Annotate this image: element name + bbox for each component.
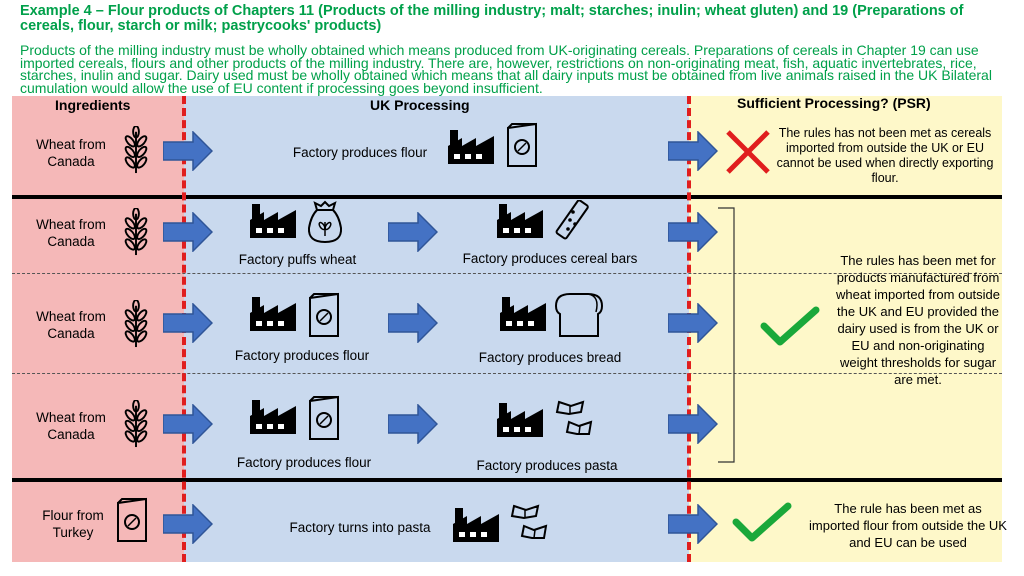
pasta-icon xyxy=(510,502,550,542)
factory-icon xyxy=(250,400,296,434)
wheat-icon xyxy=(121,400,151,448)
arrow-right-icon xyxy=(388,404,438,444)
arrow-right-icon xyxy=(668,131,718,171)
factory-icon xyxy=(453,508,499,542)
flour-bag-icon xyxy=(307,395,341,441)
wheat-icon xyxy=(121,208,151,256)
cereal-bar-icon xyxy=(553,200,593,240)
arrow-right-icon xyxy=(388,303,438,343)
arrow-right-icon xyxy=(388,212,438,252)
ingredient-label: Wheat from Canada xyxy=(36,309,106,341)
wheat-icon xyxy=(121,126,151,174)
factory-icon xyxy=(448,130,494,164)
arrow-right-icon xyxy=(668,212,718,252)
bread-icon xyxy=(552,292,604,338)
psr-result-fail: The rules has not been met as cereals imported from outside the UK or EU cannot be used when directly exporting flour. xyxy=(776,126,994,185)
factory-icon xyxy=(500,297,546,331)
ingredient-label: Wheat from Canada xyxy=(36,137,106,169)
wheat-icon xyxy=(121,300,151,348)
pasta-icon xyxy=(555,398,595,438)
factory-icon xyxy=(250,297,296,331)
row-separator xyxy=(12,195,1002,199)
process-step-label: Factory produces cereal bars xyxy=(462,251,638,266)
intro-text: Products of the milling industry must be wholly obtained which means produced from UK-originating cereals. Preparations of cereals in Chapter 19 can use imported cereals, flours and other products of the milling industry. There are, however, restrictions on non-originating meat, fish, aquatic invertebrates, rice, starches, inulin and sugar. Dairy used must be wholly obtained which means that all dairy inputs must be obtained from live animals raised in the UK Bilateral cumulation would allow the use of EU content if processing goes beyond insufficient. xyxy=(20,42,992,96)
process-step-label: Factory produces flour xyxy=(236,455,372,470)
process-step-label: Factory puffs wheat xyxy=(238,252,357,267)
flour-bag-icon xyxy=(115,497,149,543)
process-step-label: Factory turns into pasta xyxy=(289,520,431,535)
cross-icon xyxy=(725,129,771,175)
processing-header: UK Processing xyxy=(370,97,470,113)
arrow-right-icon xyxy=(163,212,213,252)
arrow-right-icon xyxy=(163,303,213,343)
process-step-label: Factory produces pasta xyxy=(476,458,618,473)
arrow-right-icon xyxy=(163,404,213,444)
factory-icon xyxy=(497,204,543,238)
factory-icon xyxy=(497,403,543,437)
row-separator xyxy=(12,478,1002,482)
process-step-label: Factory produces bread xyxy=(478,350,622,365)
psr-result-pass: The rules has been met for products manufactured from wheat imported from outside the UK and EU provided the dairy used is from the UK or EU and non-originating weight thresholds for sugar are met. xyxy=(835,253,1001,387)
arrow-right-icon xyxy=(163,504,213,544)
tick-icon xyxy=(760,306,820,346)
arrow-right-icon xyxy=(163,131,213,171)
flour-bag-icon xyxy=(307,292,341,338)
ingredient-label: Wheat from Canada xyxy=(36,410,106,442)
psr-result-pass: The rule has been met as imported flour from outside the UK and EU can be used xyxy=(809,501,1007,550)
ingredient-label: Flour from Turkey xyxy=(42,508,104,540)
factory-icon xyxy=(250,204,296,238)
flour-bag-icon xyxy=(505,122,539,168)
group-bracket xyxy=(718,206,738,464)
arrow-right-icon xyxy=(668,404,718,444)
arrow-right-icon xyxy=(668,504,718,544)
process-step-label: Factory produces flour xyxy=(292,145,428,160)
process-step-label: Factory produces flour xyxy=(234,348,370,363)
tick-icon xyxy=(732,502,792,542)
psr-header: Sufficient Processing? (PSR) xyxy=(737,95,931,111)
grain-sack-icon xyxy=(305,200,345,244)
page-title: Example 4 – Flour products of Chapters 11 (Products of the milling industry; malt; starches; inulin; wheat gluten) and 19 (Preparations of cereals, flour, starch or milk; pastrycooks' products) xyxy=(20,3,964,34)
ingredient-label: Wheat from Canada xyxy=(36,217,106,249)
arrow-right-icon xyxy=(668,303,718,343)
ingredients-header: Ingredients xyxy=(55,97,131,113)
